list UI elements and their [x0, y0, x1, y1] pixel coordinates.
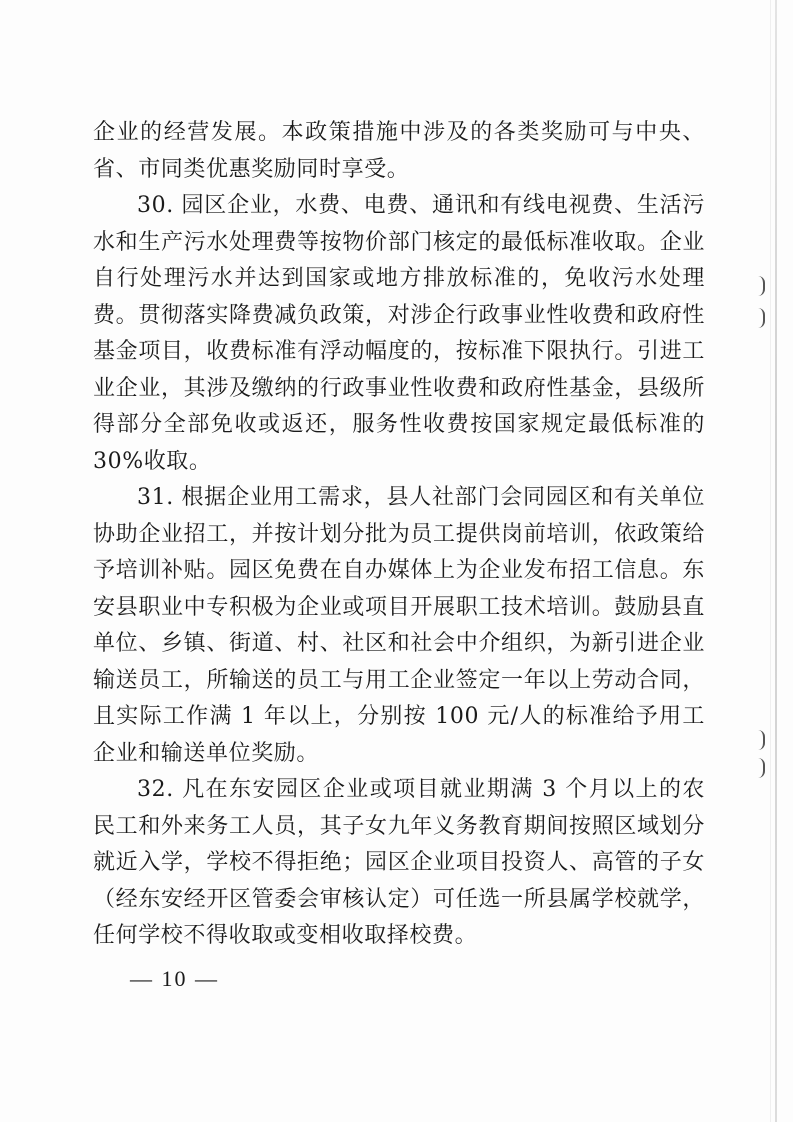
binding-hole-mark [758, 758, 765, 778]
paragraph-item-32: 32. 凡在东安园区企业或项目就业期满 3 个月以上的农民工和外来务工人员，其子女九年义务教育期间按照区域划分就近入学，学校不得拒绝；园区企业项目投资人、高管的子女（经东安经开区管委会审核认定）可任选一所县属学校就学，任何学校不得收取或变相收取择校费。 [93, 777, 705, 948]
scan-edge-shadow [775, 0, 777, 1122]
paragraph-item-30: 30. 园区企业，水费、电费、通讯和有线电视费、生活污水和生产污水处理费等按物价部门核定的最低标准收取。企业自行处理污水并达到国家或地方排放标准的，免收污水处理费。贯彻落实降费减负政策，对涉企行政事业性收费和政府性基金项目，收费标准有浮动幅度的，按标准下限执行。引进工业企业，其涉及缴纳的行政事业性收费和政府性基金，县级所得部分全部免收或返还，服务性收费按国家规定最低标准的 30%收取。 [93, 193, 705, 474]
binding-hole-mark [758, 276, 765, 296]
paragraph-item-31: 31. 根据企业用工需求，县人社部门会同园区和有关单位协助企业招工，并按计划分批为员工提供岗前培训，依政策给予培训补贴。园区免费在自办媒体上为企业发布招工信息。东安县职业中专积极为企业或项目开展职工技术培训。鼓励县直单位、乡镇、街道、村、社区和社会中介组织，为新引进企业输送员工，所输送的员工与用工企业签定一年以上劳动合同，且实际工作满 1 年以上，分别按 100 元/人的标准给予用工企业和输送单位奖励。 [93, 485, 705, 766]
scan-edge-line [770, 0, 771, 1122]
binding-hole-mark [758, 308, 765, 328]
document-body [93, 115, 705, 955]
page-number: — 10 — [130, 966, 219, 991]
paragraph-continuation: 企业的经营发展。本政策措施中涉及的各类奖励可与中央、省、市同类优惠奖励同时享受。 [93, 120, 705, 182]
binding-hole-mark [758, 730, 765, 750]
